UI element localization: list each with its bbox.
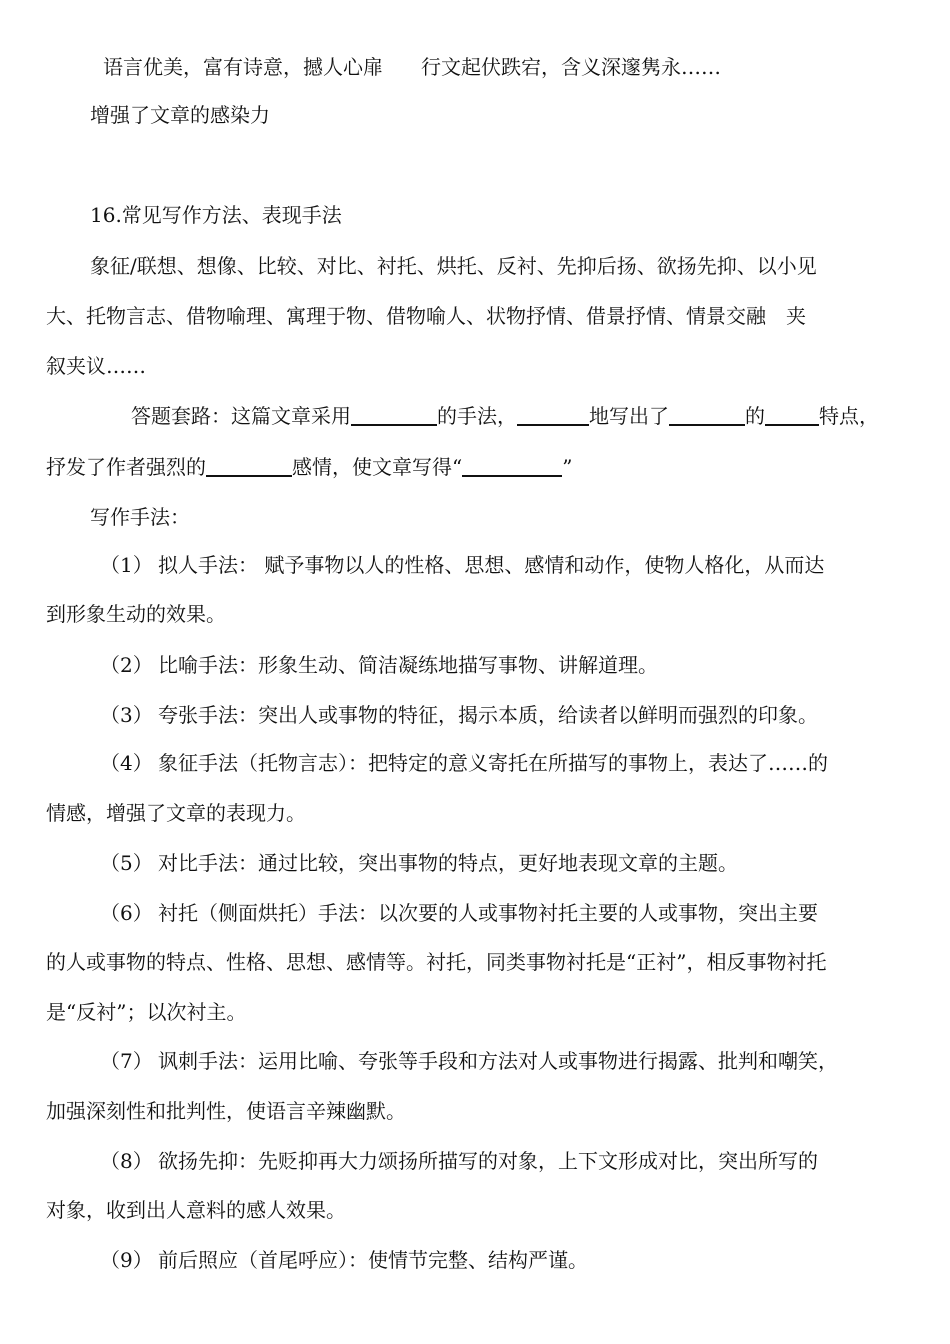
technique-number: （7） (100, 1049, 153, 1073)
technique-number: （6） (100, 901, 153, 925)
technique-number: （3） (100, 703, 153, 727)
technique-1-cont: 到形象生动的效果。 (46, 602, 226, 626)
answer-blank-effect (462, 455, 562, 477)
intro-line-1 (103, 53, 721, 81)
technique-1: （1） 拟人手法： 赋予事物以人的性格、思想、感情和动作，使物人格化，从而达 (100, 553, 825, 577)
technique-number: （8） (100, 1149, 153, 1173)
answer-blank-manner (517, 404, 589, 426)
answer-blank-emotion (206, 455, 292, 477)
technique-7: （7） 讽刺手法：运用比喻、夸张等手段和方法对人或事物进行揭露、批判和嘲笑， (100, 1049, 838, 1073)
intro-line-2: 增强了文章的感染力 (90, 103, 270, 127)
answer-blank-technique (351, 404, 437, 426)
technique-8: （8） 欲扬先抑：先贬抑再大力颂扬所描写的对象，上下文形成对比，突出所写的 (100, 1149, 818, 1173)
technique-6-cont-2: 是“反衬”；以次衬主。 (46, 1000, 247, 1024)
technique-5: （5） 对比手法：通过比较，突出事物的特点，更好地表现文章的主题。 (100, 851, 738, 875)
technique-number: （5） (100, 851, 153, 875)
technique-3: （3） 夸张手法：突出人或事物的特征，揭示本质，给读者以鲜明而强烈的印象。 (100, 703, 818, 727)
technique-4-cont: 情感，增强了文章的表现力。 (46, 801, 306, 825)
technique-7-cont: 加强深刻性和批判性，使语言辛辣幽默。 (46, 1099, 406, 1123)
methods-line-3: 叙夹议…… (46, 354, 146, 378)
methods-line-1: 象征/联想、想像、比较、对比、衬托、烘托、反衬、先抑后扬、欲扬先抑、以小见 (90, 254, 817, 278)
technique-6-cont-1: 的人或事物的特点、性格、思想、感情等。衬托，同类事物衬托是“正衬”，相反事物衬托 (46, 950, 827, 974)
technique-number: （2） (100, 653, 153, 677)
answer-blank-object (669, 404, 745, 426)
intro-phrase-1: 语言优美，富有诗意，撼人心扉 (103, 55, 383, 79)
technique-number: （9） (100, 1248, 153, 1272)
technique-8-cont: 对象，收到出人意料的感人效果。 (46, 1198, 346, 1222)
technique-4: （4） 象征手法（托物言志）：把特定的意义寄托在所描写的事物上，表达了……的 (100, 751, 828, 775)
techniques-title: 写作手法： (90, 505, 190, 529)
answer-template-line-1: 答题套路：这篇文章采用 的手法， 地写出了 的 特点， (131, 404, 879, 428)
technique-2: （2） 比喻手法：形象生动、简洁凝练地描写事物、讲解道理。 (100, 653, 658, 677)
technique-number: （1） (100, 553, 153, 577)
methods-line-2: 大、托物言志、借物喻理、寓理于物、借物喻人、状物抒情、借景抒情、情景交融 夹 (46, 304, 806, 328)
intro-phrase-2: 行文起伏跌宕，含义深邃隽永…… (421, 55, 721, 79)
section-heading: 16.常见写作方法、表现手法 (90, 203, 342, 227)
technique-9: （9） 前后照应（首尾呼应）：使情节完整、结构严谨。 (100, 1248, 588, 1272)
answer-template-line-2: 抒发了作者强烈的 感情，使文章写得“ ” (46, 455, 573, 479)
answer-blank-feature (765, 404, 819, 426)
technique-6: （6） 衬托（侧面烘托）手法：以次要的人或事物衬托主要的人或事物，突出主要 (100, 901, 818, 925)
technique-number: （4） (100, 751, 153, 775)
